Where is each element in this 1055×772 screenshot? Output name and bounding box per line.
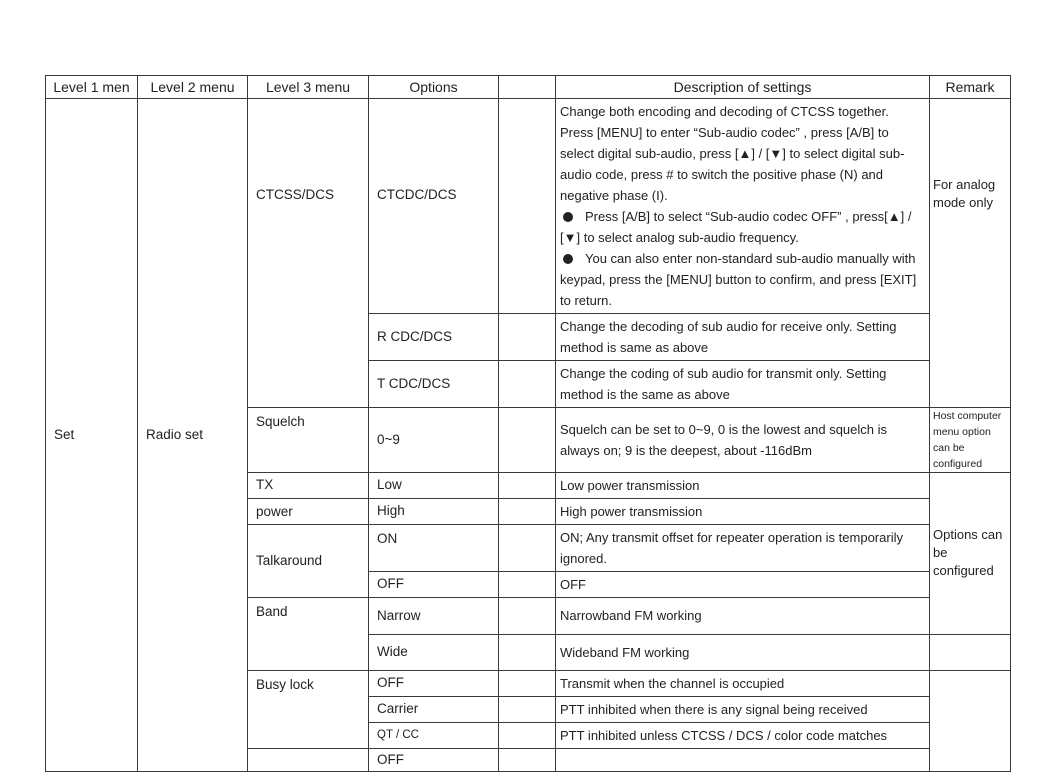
description-carrier: PTT inhibited when there is any signal being received	[556, 697, 930, 723]
description-busy-off: Transmit when the channel is occupied	[556, 671, 930, 697]
bullet-icon	[563, 212, 573, 222]
blank-cell	[499, 634, 556, 671]
blank-cell	[499, 525, 556, 572]
remark-squelch: Host computer menu option can be configured	[930, 408, 1011, 473]
description-off: OFF	[556, 572, 930, 598]
option-ctcdc: CTCDC/DCS	[369, 99, 499, 314]
header-remark: Remark	[930, 76, 1011, 99]
blank-cell	[499, 408, 556, 473]
description-tcdc: Change the coding of sub audio for transmit only. Setting method is the same as above	[556, 361, 930, 408]
level3-squelch: Squelch	[248, 408, 369, 473]
option-low: Low	[369, 473, 499, 499]
blank-cell	[499, 749, 556, 772]
level1-cell: Set	[46, 99, 138, 772]
option-qtcc: QT / CC	[369, 723, 499, 749]
blank-cell	[499, 598, 556, 635]
desc-line: to return.	[560, 293, 613, 308]
description-ctcss	[556, 99, 930, 314]
desc-bullet2: You can also enter non-standard sub-audio manually with	[585, 251, 916, 266]
description-wide: Wideband FM working	[556, 634, 930, 671]
level3-band: Band	[248, 598, 369, 671]
desc-line: keypad, press the [MENU] button to confirm, and press [EXIT]	[560, 272, 917, 287]
header-options: Options	[369, 76, 499, 99]
level3-txpower-line2: power	[248, 499, 369, 525]
header-blank	[499, 76, 556, 99]
level3-talkaround: Talkaround	[248, 525, 369, 598]
settings-table	[45, 75, 1011, 772]
desc-line: Press [MENU] to enter “Sub-audio codec” , press [A/B] to	[560, 125, 889, 140]
blank-cell	[499, 99, 556, 314]
table-row	[46, 99, 1011, 314]
option-last-off: OFF	[369, 749, 499, 772]
option-wide: Wide	[369, 634, 499, 671]
description-high: High power transmission	[556, 499, 930, 525]
description-on: ON; Any transmit offset for repeater operation is temporarily ignored.	[556, 525, 930, 572]
desc-line: select digital sub-audio, press [▲] / [▼] to select digital sub-	[560, 146, 905, 161]
description-squelch: Squelch can be set to 0~9, 0 is the lowest and squelch is always on; 9 is the deepest, about -116dBm	[556, 408, 930, 473]
bullet-icon	[563, 254, 573, 264]
remark-busylock	[930, 671, 1011, 772]
desc-bullet1: Press [A/B] to select “Sub-audio codec OFF” , press[▲] /	[585, 209, 912, 224]
header-description: Description of settings	[556, 76, 930, 99]
option-carrier: Carrier	[369, 697, 499, 723]
description-empty	[556, 749, 930, 772]
remark-ctcss: For analog mode only	[930, 99, 1011, 408]
blank-cell	[499, 499, 556, 525]
header-level2: Level 2 menu	[138, 76, 248, 99]
option-high: High	[369, 499, 499, 525]
option-busy-off: OFF	[369, 671, 499, 697]
level3-ctcss: CTCSS/DCS	[248, 99, 369, 408]
blank-cell	[499, 697, 556, 723]
description-rcdc: Change the decoding of sub audio for receive only. Setting method is same as above	[556, 314, 930, 361]
description-narrow: Narrowband FM working	[556, 598, 930, 635]
desc-line: negative phase (I).	[560, 188, 668, 203]
option-rcdc: R CDC/DCS	[369, 314, 499, 361]
desc-line: [▼] to select analog sub-audio frequency.	[560, 230, 799, 245]
blank-cell	[499, 572, 556, 598]
header-level3: Level 3 menu	[248, 76, 369, 99]
desc-line: Change both encoding and decoding of CTCSS together.	[560, 104, 889, 119]
option-squelch: 0~9	[369, 408, 499, 473]
desc-line: audio code, press # to switch the positive phase (N) and	[560, 167, 884, 182]
header-level1: Level 1 men	[46, 76, 138, 99]
blank-cell	[499, 671, 556, 697]
option-narrow: Narrow	[369, 598, 499, 635]
level3-empty	[248, 749, 369, 772]
option-tcdc: T CDC/DCS	[369, 361, 499, 408]
description-qtcc: PTT inhibited unless CTCSS / DCS / color code matches	[556, 723, 930, 749]
blank-cell	[499, 473, 556, 499]
description-low: Low power transmission	[556, 473, 930, 499]
level3-txpower-line1: TX	[248, 473, 369, 499]
blank-cell	[499, 361, 556, 408]
level3-busylock: Busy lock	[248, 671, 369, 749]
remark-txpower: Options can be configured	[930, 473, 1011, 635]
level2-cell: Radio set	[138, 99, 248, 772]
option-off: OFF	[369, 572, 499, 598]
header-row	[46, 76, 1011, 99]
option-on: ON	[369, 525, 499, 572]
blank-cell	[499, 723, 556, 749]
blank-cell	[499, 314, 556, 361]
